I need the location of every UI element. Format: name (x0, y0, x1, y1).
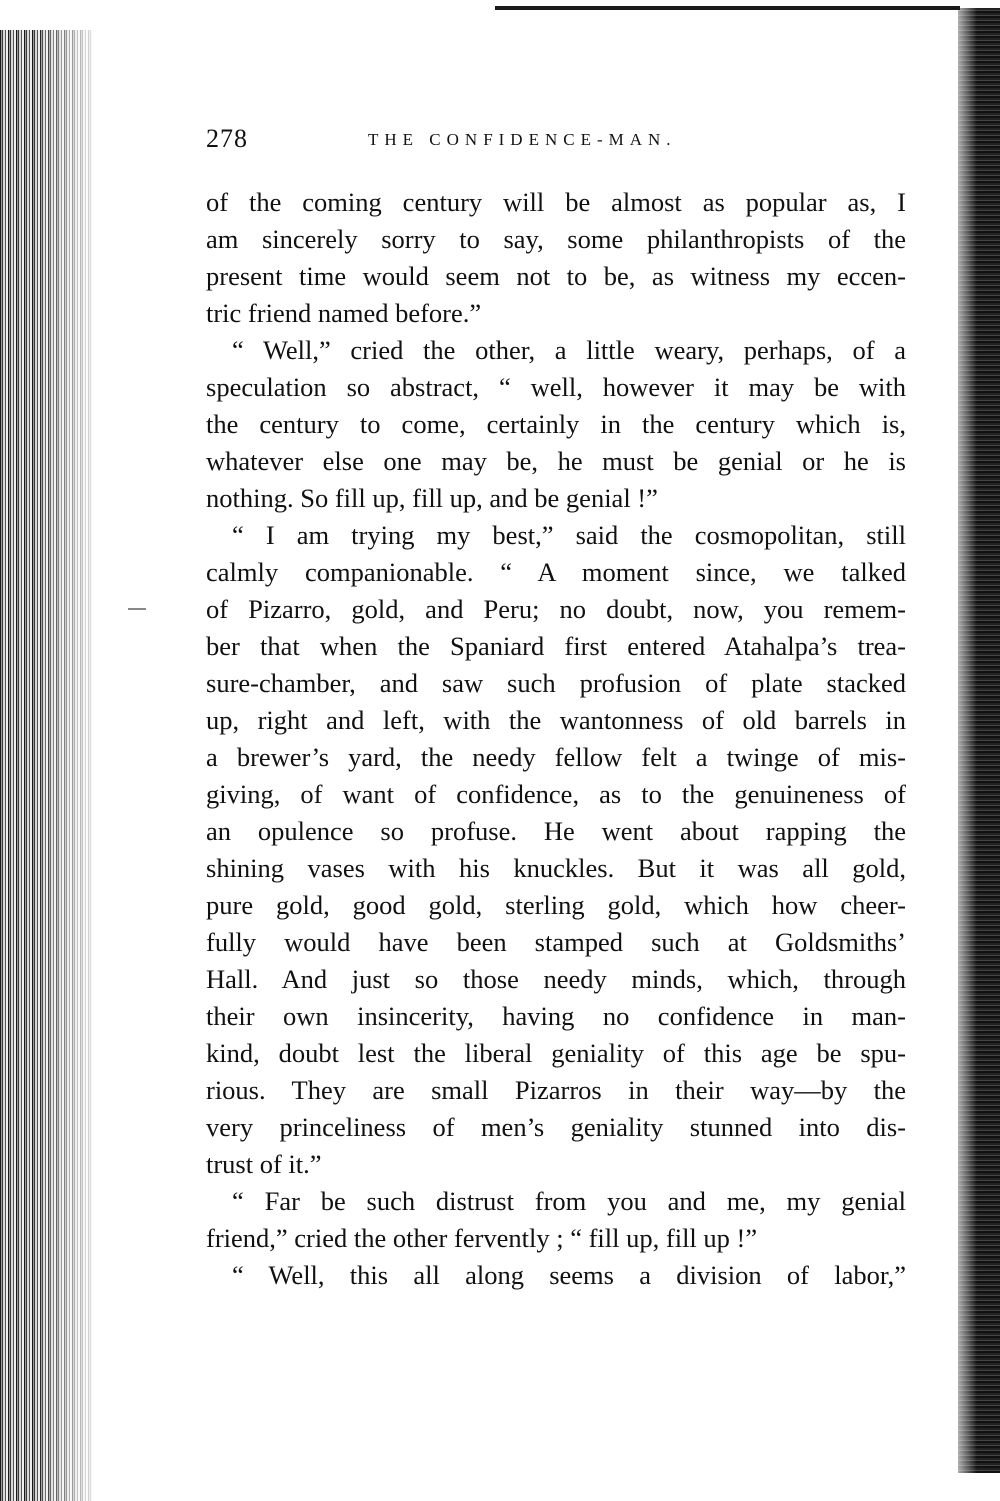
page-gutter-shadow (0, 30, 92, 1501)
page-number: 278 (206, 124, 248, 153)
body-text (206, 184, 906, 1294)
text-line: of Pizarro, gold, and Peru; no doubt, now, you remem- (206, 594, 906, 624)
text-line: tric friend named before.” (206, 298, 482, 328)
text-line: shining vases with his knuckles. But it was all gold, (206, 853, 906, 883)
page-header (206, 124, 906, 164)
text-line: their own insincerity, having no confidence in man- (206, 1001, 906, 1031)
running-title: THE CONFIDENCE-MAN. (368, 130, 677, 149)
text-line: of the coming century will be almost as popular as, I (206, 187, 906, 217)
text-line: up, right and left, with the wantonness of old barrels in (206, 705, 906, 735)
text-line: nothing. So fill up, fill up, and be genial !” (206, 483, 658, 513)
text-line: trust of it.” (206, 1149, 322, 1179)
text-line: very princeliness of men’s geniality stunned into dis- (206, 1112, 906, 1142)
page-right-edge (958, 8, 1000, 1473)
text-line: sure-chamber, and saw such profusion of plate stacked (206, 668, 906, 698)
text-line: Hall. And just so those needy minds, which, through (206, 964, 906, 994)
text-line: friend,” cried the other fervently ; “ fill up, fill up !” (206, 1223, 758, 1253)
text-line: the century to come, certainly in the century which is, (206, 409, 906, 439)
text-line: kind, doubt lest the liberal geniality of this age be spu- (206, 1038, 906, 1068)
text-line: “ Far be such distrust from you and me, my genial (232, 1186, 906, 1216)
text-line: calmly companionable. “ A moment since, we talked (206, 557, 906, 587)
text-line: rious. They are small Pizarros in their way—by the (206, 1075, 906, 1105)
text-line: fully would have been stamped such at Goldsmiths’ (206, 927, 906, 957)
text-line: giving, of want of confidence, as to the genuineness of (206, 779, 906, 809)
text-line: pure gold, good gold, sterling gold, which how cheer- (206, 890, 906, 920)
text-line: speculation so abstract, “ well, however it may be with (206, 372, 906, 402)
text-line: a brewer’s yard, the needy fellow felt a twinge of mis- (206, 742, 906, 772)
text-line: “ I am trying my best,” said the cosmopolitan, still (232, 520, 906, 550)
text-line: an opulence so profuse. He went about rapping the (206, 816, 906, 846)
text-line: whatever else one may be, he must be genial or he is (206, 446, 906, 476)
top-edge-rule (495, 6, 960, 10)
text-line: am sincerely sorry to say, some philanthropists of the (206, 224, 906, 254)
text-line: ber that when the Spaniard first entered Atahalpa’s trea- (206, 631, 906, 661)
text-line: present time would seem not to be, as witness my eccen- (206, 261, 906, 291)
text-line: “ Well,” cried the other, a little weary, perhaps, of a (232, 335, 906, 365)
text-line: “ Well, this all along seems a division of labor,” (232, 1260, 906, 1290)
margin-mark (128, 608, 146, 610)
